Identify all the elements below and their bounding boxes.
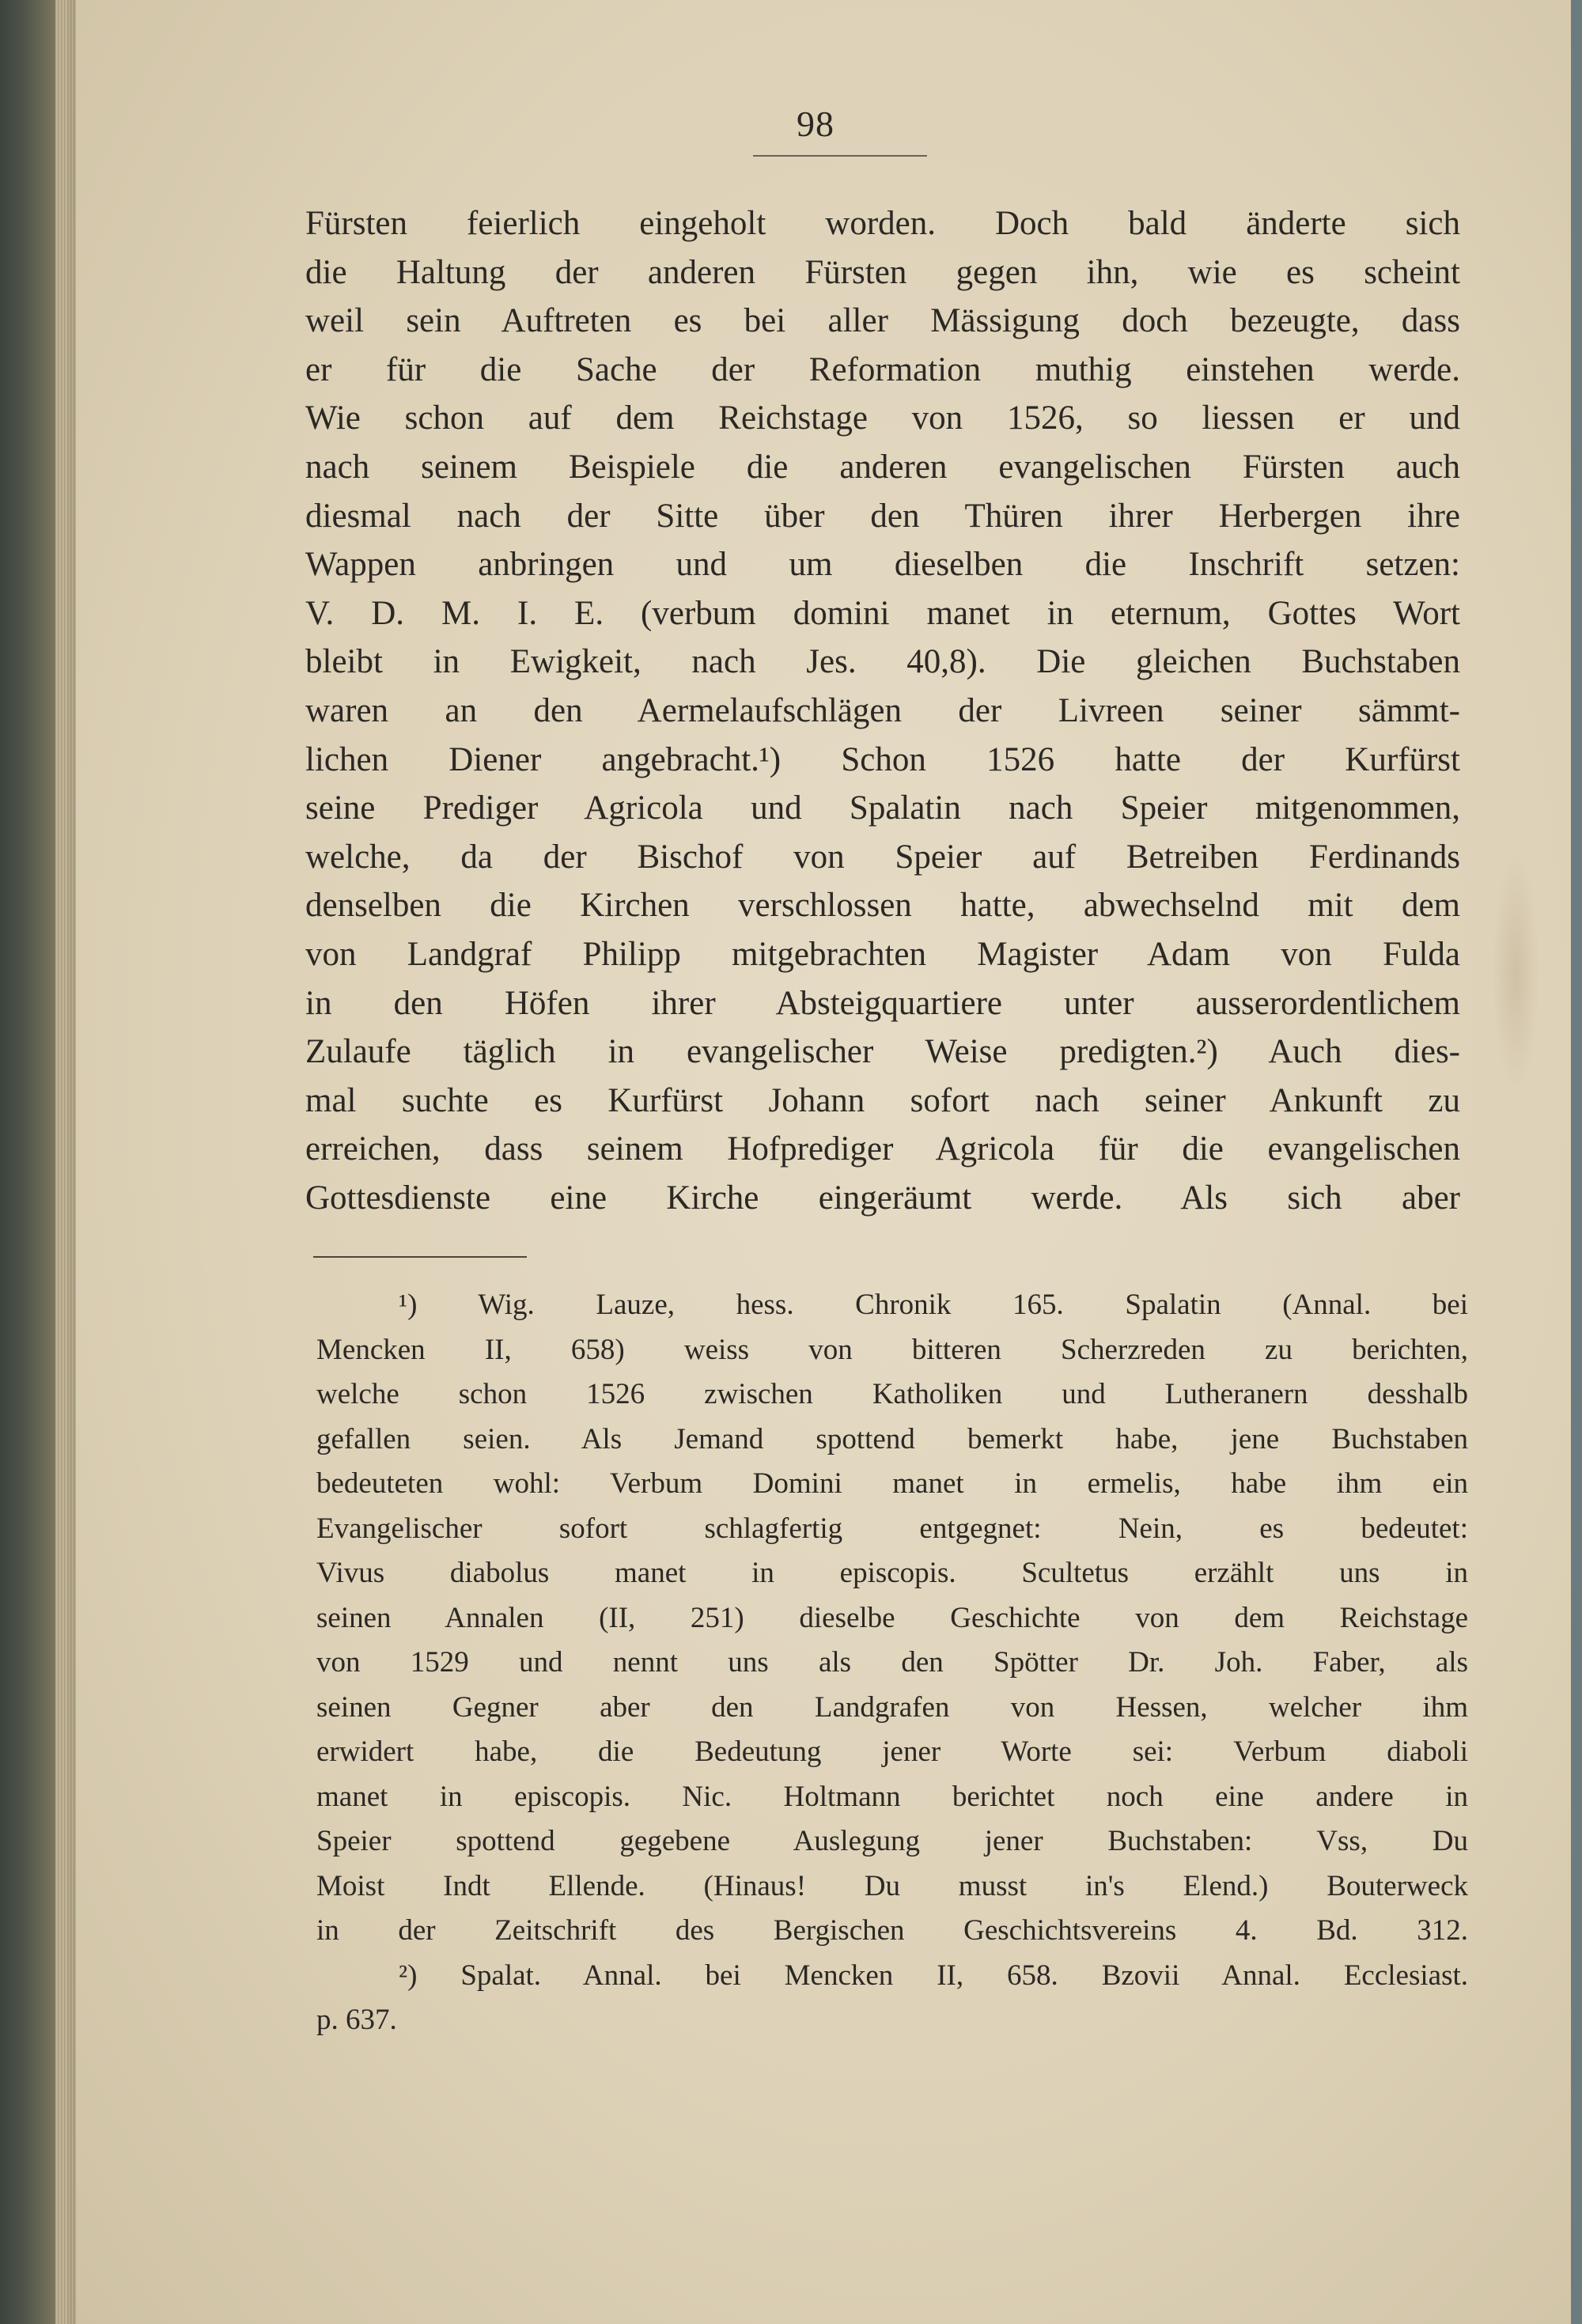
- footnote-line: seinen Annalen (II, 251) dieselbe Geschichte von dem Reichstage: [316, 1601, 1468, 1634]
- footnotes-block: [316, 1283, 1468, 2043]
- body-line: lichen Diener angebracht.¹) Schon 1526 hatte der Kurfürst: [305, 740, 1460, 778]
- body-line: Zulaufe täglich in evangelischer Weise predigten.²) Auch dies-: [305, 1033, 1460, 1071]
- body-line: Gottesdienste eine Kirche eingeräumt werde. Als sich aber: [305, 1179, 1460, 1217]
- main-text-block: [305, 199, 1460, 1222]
- footnote-separator: [313, 1256, 527, 1258]
- body-line: mal suchte es Kurfürst Johann sofort nach seiner Ankunft zu: [305, 1081, 1460, 1119]
- page-number-underline: [753, 155, 927, 157]
- body-line: waren an den Aermelaufschlägen der Livreen seiner sämmt-: [305, 691, 1460, 729]
- body-line: von Landgraf Philipp mitgebrachten Magister Adam von Fulda: [305, 935, 1460, 973]
- footnote-line: ²) Spalat. Annal. bei Mencken II, 658. Bzovii Annal. Ecclesiast.: [399, 1959, 1468, 1992]
- body-line: welche, da der Bischof von Speier auf Betreiben Ferdinands: [305, 838, 1460, 876]
- footnote-line: Mencken II, 658) weiss von bitteren Scherzreden zu berichten,: [316, 1333, 1468, 1366]
- footnote-line: erwidert habe, die Bedeutung jener Worte sei: Verbum diaboli: [316, 1735, 1468, 1768]
- right-background-edge: [1571, 0, 1582, 2324]
- footnote-line: bedeuteten wohl: Verbum Domini manet in ermelis, habe ihm ein: [316, 1467, 1468, 1500]
- footnote-line: Evangelischer sofort schlagfertig entgegnet: Nein, es bedeutet:: [316, 1512, 1468, 1545]
- body-line: die Haltung der anderen Fürsten gegen ihn, wie es scheint: [305, 253, 1460, 291]
- footnote-line: Speier spottend gegebene Auslegung jener Buchstaben: Vss, Du: [316, 1825, 1468, 1857]
- footnote-line: von 1529 und nennt uns als den Spötter Dr. Joh. Faber, als: [316, 1646, 1468, 1679]
- body-line: denselben die Kirchen verschlossen hatte, abwechselnd mit dem: [305, 887, 1460, 925]
- body-line: Wappen anbringen und um dieselben die Inschrift setzen:: [305, 546, 1460, 584]
- footnote-line: p. 637.: [316, 2004, 397, 2036]
- footnote-line: manet in episcopis. Nic. Holtmann berichtet noch eine andere in: [316, 1780, 1468, 1813]
- body-line: erreichen, dass seinem Hofprediger Agricola für die evangelischen: [305, 1130, 1460, 1168]
- body-line: Fürsten feierlich eingeholt worden. Doch bald änderte sich: [305, 205, 1460, 242]
- footnote-line: gefallen seien. Als Jemand spottend bemerkt habe, jene Buchstaben: [316, 1422, 1468, 1455]
- book-page: [76, 0, 1571, 2324]
- body-line: in den Höfen ihrer Absteigquartiere unter ausserordentlichem: [305, 984, 1460, 1022]
- body-line: diesmal nach der Sitte über den Thüren ihrer Herbergen ihre: [305, 497, 1460, 535]
- body-line: Wie schon auf dem Reichstage von 1526, so liessen er und: [305, 399, 1460, 437]
- footnote-line: Moist Indt Ellende. (Hinaus! Du musst in's Elend.) Bouterweck: [316, 1869, 1468, 1902]
- body-line: seine Prediger Agricola und Spalatin nach Speier mitgenommen,: [305, 789, 1460, 827]
- body-line: bleibt in Ewigkeit, nach Jes. 40,8). Die gleichen Buchstaben: [305, 643, 1460, 681]
- footnote-line: Vivus diabolus manet in episcopis. Scultetus erzählt uns in: [316, 1557, 1468, 1589]
- body-line: weil sein Auftreten es bei aller Mässigung doch bezeugte, dass: [305, 302, 1460, 340]
- footnote-line: in der Zeitschrift des Bergischen Geschichtsvereins 4. Bd. 312.: [316, 1914, 1468, 1947]
- footnote-line: ¹) Wig. Lauze, hess. Chronik 165. Spalatin (Annal. bei: [399, 1289, 1468, 1321]
- footnote-line: seinen Gegner aber den Landgrafen von Hessen, welcher ihm: [316, 1690, 1468, 1724]
- body-line: er für die Sache der Reformation muthig einstehen werde.: [305, 350, 1460, 388]
- page-number: 98: [797, 104, 835, 144]
- body-line: nach seinem Beispiele die anderen evangelischen Fürsten auch: [305, 448, 1460, 486]
- paper-stain: [1492, 854, 1539, 1092]
- body-line: V. D. M. I. E. (verbum domini manet in eternum, Gottes Wort: [305, 594, 1460, 632]
- footnote-line: welche schon 1526 zwischen Katholiken und Lutheranern desshalb: [316, 1378, 1468, 1410]
